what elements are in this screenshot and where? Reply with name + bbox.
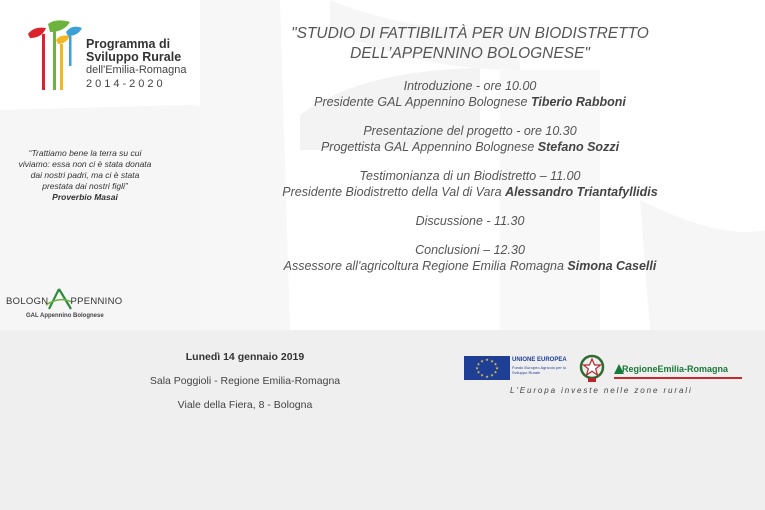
program-leaf-logo — [26, 20, 84, 92]
agenda — [220, 78, 720, 287]
svg-text:★: ★ — [493, 361, 498, 367]
gal-logo-right: PPENNINO — [70, 296, 123, 307]
eu-name: UNIONE EUROPEA — [512, 357, 567, 363]
title-line1: "STUDIO DI FATTIBILITÀ PER UN BIODISTRETTO — [291, 25, 649, 42]
agenda-time: Discussione - 11.30 — [415, 214, 525, 228]
quote-line: dai nostri padri, ma ci è stata — [30, 170, 140, 180]
gal-logo — [6, 288, 126, 328]
svg-text:★: ★ — [493, 369, 498, 375]
program-years: 2014-2020 — [86, 78, 166, 90]
quote-line: “Trattiamo bene la terra su cui — [28, 148, 142, 158]
title-line2: DELL’APPENNINO BOLOGNESE" — [350, 45, 590, 62]
eu-flag-icon — [464, 356, 510, 380]
event-details — [140, 345, 350, 417]
funder-logos — [462, 356, 747, 384]
agenda-time: Conclusioni – 12.30 — [415, 243, 525, 257]
program-title-line1: Programma di — [86, 37, 171, 51]
svg-text:★: ★ — [475, 365, 479, 371]
svg-text:★: ★ — [476, 369, 481, 375]
agenda-time: Introduzione - ore 10.00 — [403, 79, 537, 93]
agenda-item — [220, 78, 720, 110]
svg-text:★: ★ — [495, 365, 499, 371]
agenda-item — [220, 242, 720, 274]
svg-text:★: ★ — [490, 372, 494, 378]
svg-text:★: ★ — [490, 358, 494, 364]
agenda-time: Presentazione del progetto - ore 10.30 — [363, 124, 577, 138]
event-venue: Sala Poggioli - Regione Emilia-Romagna — [149, 375, 341, 387]
region-name: RegioneEmilia-Romagna — [622, 364, 729, 374]
agenda-speaker — [220, 94, 720, 110]
speaker-name: Stefano Sozzi — [537, 140, 620, 154]
speaker-role: Assessore all'agricoltura Regione Emilia Romagna — [283, 259, 564, 273]
gal-logo-left: BOLOGN — [6, 296, 49, 307]
eu-fund-name: Fondo Europeo Agricolo per lo Sviluppo Rurale — [512, 365, 567, 375]
speaker-name: Simona Caselli — [567, 259, 657, 273]
agenda-time: Testimonianza di un Biodistretto – 11.00 — [359, 169, 581, 183]
svg-text:★: ★ — [485, 357, 489, 362]
svg-text:★: ★ — [485, 374, 489, 379]
gal-logo-subtitle: GAL Appennino Bolognese — [26, 313, 104, 319]
agenda-item — [220, 168, 720, 200]
svg-text:★: ★ — [480, 372, 484, 378]
quote-line: viviamo: essa non ci è stata donata — [18, 159, 152, 169]
quote-author: Proverbio Masai — [52, 192, 118, 202]
eu-tagline: L'Europa investe nelle zone rurali — [510, 386, 693, 395]
quote-line: prestata dai nostri figli” — [42, 181, 128, 191]
speaker-role: Presidente GAL Appennino Bolognese — [314, 95, 528, 109]
event-address: Viale della Fiera, 8 - Bologna — [177, 399, 313, 411]
svg-text:★: ★ — [476, 361, 481, 367]
proverb-quote — [0, 148, 170, 203]
program-title-line2: Sviluppo Rurale — [86, 50, 182, 64]
page-title — [230, 24, 710, 64]
region-logo — [614, 360, 742, 378]
gal-logo-wordmark — [6, 296, 122, 307]
speaker-name: Tiberio Rabboni — [530, 95, 626, 109]
agenda-speaker — [220, 139, 720, 155]
agenda-speaker — [220, 258, 720, 274]
program-region: dell'Emilia-Romagna — [86, 64, 187, 76]
event-date: Lunedì 14 gennaio 2019 — [185, 351, 305, 363]
speaker-role: Progettista GAL Appennino Bolognese — [320, 140, 535, 154]
agenda-item — [220, 213, 720, 229]
svg-text:★: ★ — [480, 358, 484, 364]
speaker-name: Alessandro Triantafyllidis — [505, 185, 658, 199]
agenda-speaker — [220, 184, 720, 200]
italian-emblem-icon — [576, 352, 608, 384]
agenda-item — [220, 123, 720, 155]
speaker-role: Presidente Biodistretto della Val di Vara — [282, 185, 502, 199]
program-logo — [26, 20, 226, 95]
